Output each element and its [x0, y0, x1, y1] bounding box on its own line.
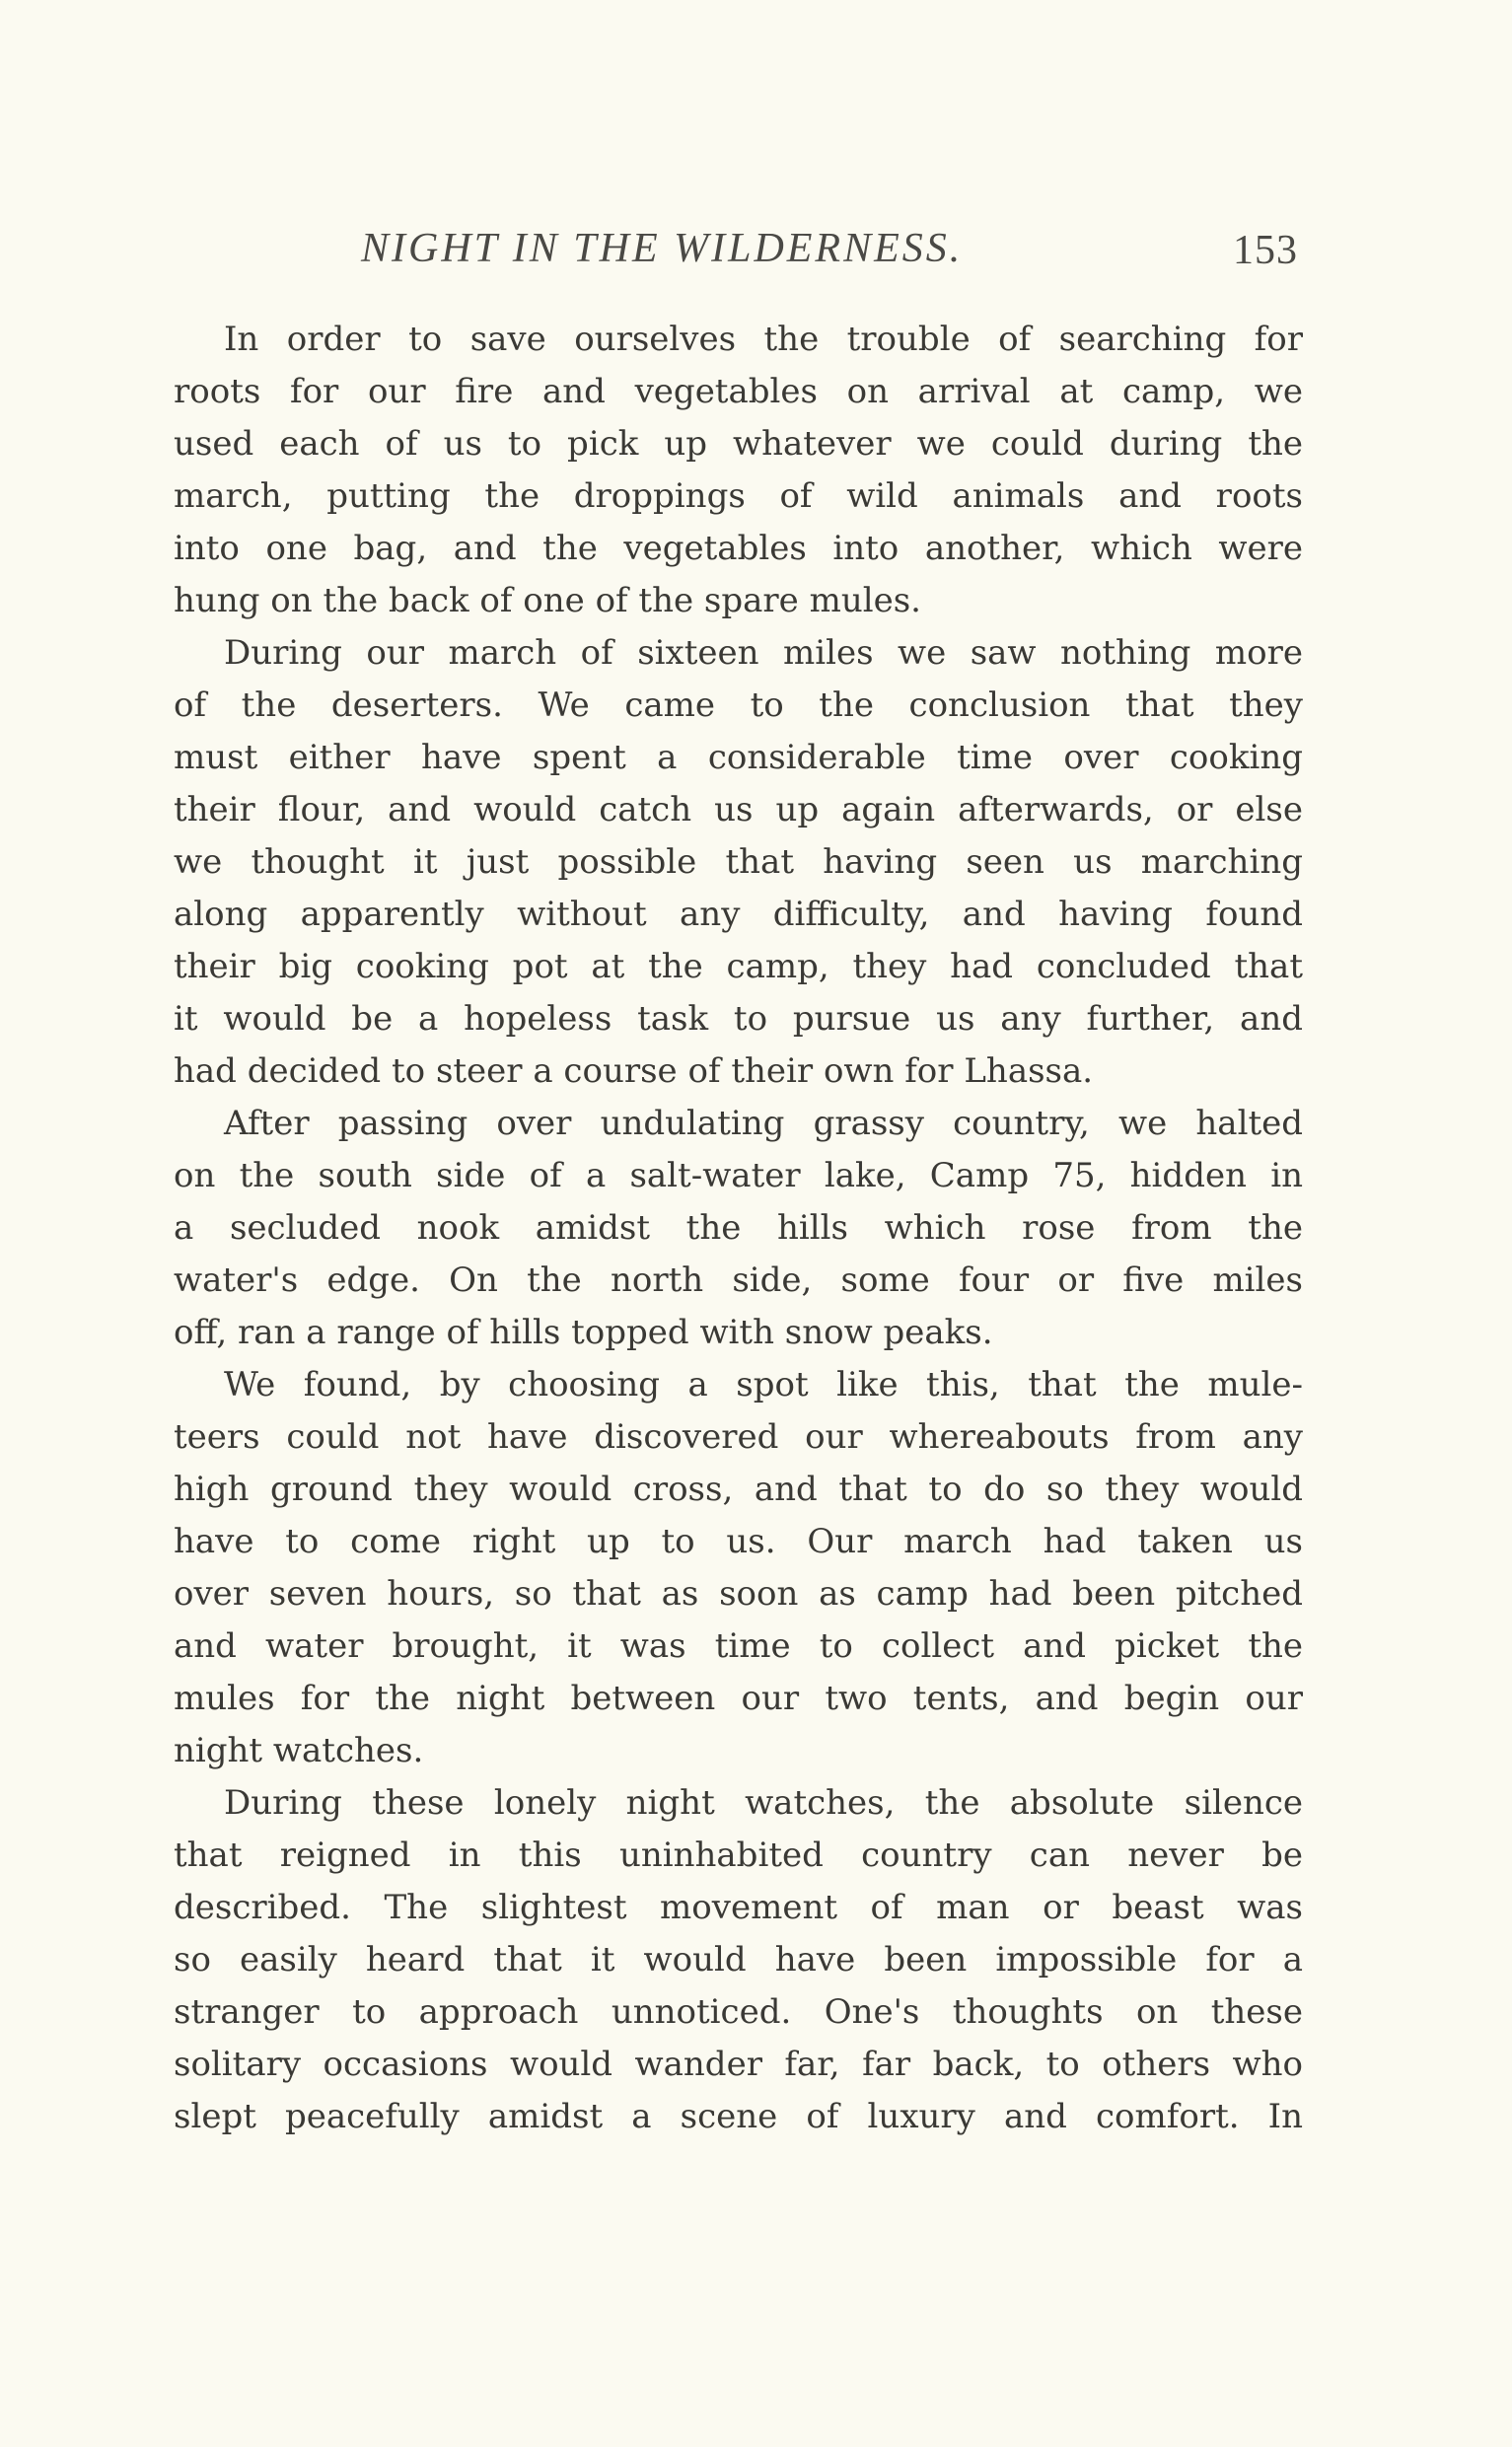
text-line: over seven hours, so that as soon as camp had been pitched — [174, 1574, 1303, 1614]
text-line: After passing over undulating grassy country, we halted — [224, 1104, 1303, 1143]
text-line: hung on the back of one of the spare mules. — [174, 581, 921, 620]
running-head — [174, 225, 1303, 280]
text-line: of the deserters. We came to the conclusion that they — [174, 685, 1303, 725]
text-line: night watches. — [174, 1731, 424, 1770]
text-line: their big cooking pot at the camp, they had concluded that — [174, 947, 1303, 986]
text-line: In order to save ourselves the trouble of searching for — [224, 320, 1303, 359]
text-line: high ground they would cross, and that to do so they would — [174, 1470, 1303, 1509]
text-line: that reigned in this uninhabited country can never be — [174, 1835, 1303, 1875]
text-line: mules for the night between our two tents, and begin our — [174, 1679, 1303, 1718]
page-number: 153 — [1233, 228, 1298, 273]
running-title: NIGHT IN THE WILDERNESS. — [361, 226, 964, 271]
text-line: slept peacefully amidst a scene of luxury and comfort. In — [174, 2097, 1303, 2136]
text-line: described. The slightest movement of man or beast was — [174, 1888, 1303, 1927]
text-line: march, putting the droppings of wild animals and roots — [174, 476, 1303, 516]
text-line: so easily heard that it would have been impossible for a — [174, 1940, 1303, 1979]
text-line: have to come right up to us. Our march had taken us — [174, 1522, 1303, 1561]
text-line: into one bag, and the vegetables into another, which were — [174, 529, 1303, 568]
text-line: solitary occasions would wander far, far back, to others who — [174, 2045, 1303, 2084]
text-line: stranger to approach unnoticed. One's thoughts on these — [174, 1992, 1303, 2032]
text-line: teers could not have discovered our whereabouts from any — [174, 1417, 1303, 1457]
body-text — [174, 314, 1303, 2143]
text-line: had decided to steer a course of their own for Lhassa. — [174, 1051, 1094, 1091]
text-line: and water brought, it was time to collect and picket the — [174, 1626, 1303, 1666]
text-line: must either have spent a considerable time over cooking — [174, 738, 1303, 777]
text-line: During our march of sixteen miles we saw nothing more — [224, 633, 1303, 673]
text-line: We found, by choosing a spot like this, that the mule- — [224, 1365, 1303, 1404]
text-line: along apparently without any difficulty, and having found — [174, 895, 1303, 934]
text-line: roots for our fire and vegetables on arrival at camp, we — [174, 372, 1303, 411]
text-line: used each of us to pick up whatever we could during the — [174, 424, 1303, 464]
text-line: During these lonely night watches, the absolute silence — [224, 1783, 1303, 1823]
text-line: water's edge. On the north side, some four or five miles — [174, 1260, 1303, 1300]
text-line: their flour, and would catch us up again afterwards, or else — [174, 790, 1303, 829]
text-line: off, ran a range of hills topped with snow peaks. — [174, 1313, 993, 1352]
text-line: it would be a hopeless task to pursue us any further, and — [174, 999, 1303, 1039]
text-line: a secluded nook amidst the hills which rose from the — [174, 1208, 1303, 1248]
text-line: we thought it just possible that having seen us marching — [174, 842, 1303, 882]
text-line: on the south side of a salt-water lake, Camp 75, hidden in — [174, 1156, 1303, 1195]
